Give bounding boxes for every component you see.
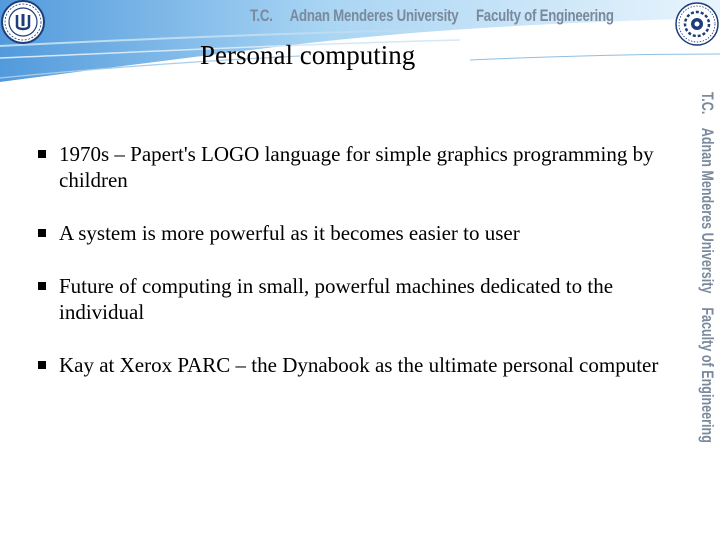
bullet-item <box>38 352 678 378</box>
header-segment: T.C. <box>250 6 273 25</box>
square-bullet-icon <box>38 229 46 237</box>
slide-title: Personal computing <box>200 40 416 70</box>
university-seal-logo <box>1 0 45 44</box>
square-bullet-icon <box>38 361 46 369</box>
bullet-text: A system is more powerful as it becomes easier to user <box>59 221 520 245</box>
side-institution-banner <box>694 92 720 480</box>
bullet-text: Kay at Xerox PARC – the Dynabook as the ultimate personal computer <box>59 353 659 377</box>
bullet-list <box>38 141 678 405</box>
bullet-item <box>38 273 678 325</box>
side-segment: T.C. <box>698 92 717 115</box>
square-bullet-icon <box>38 150 46 158</box>
bullet-item <box>38 220 678 246</box>
bullet-text: 1970s – Papert's LOGO language for simple graphics programming by children <box>59 142 654 192</box>
header-segment: Faculty of Engineering <box>475 6 614 25</box>
header-institution-banner <box>250 3 614 29</box>
header-segment: Adnan Menderes University <box>289 6 459 25</box>
faculty-seal-logo <box>675 2 719 46</box>
bullet-text: Future of computing in small, powerful machines dedicated to the individual <box>59 274 614 324</box>
side-segment: Adnan Menderes University <box>698 127 717 294</box>
bullet-item <box>38 141 678 193</box>
square-bullet-icon <box>38 282 46 290</box>
side-segment: Faculty of Engineering <box>698 307 717 443</box>
